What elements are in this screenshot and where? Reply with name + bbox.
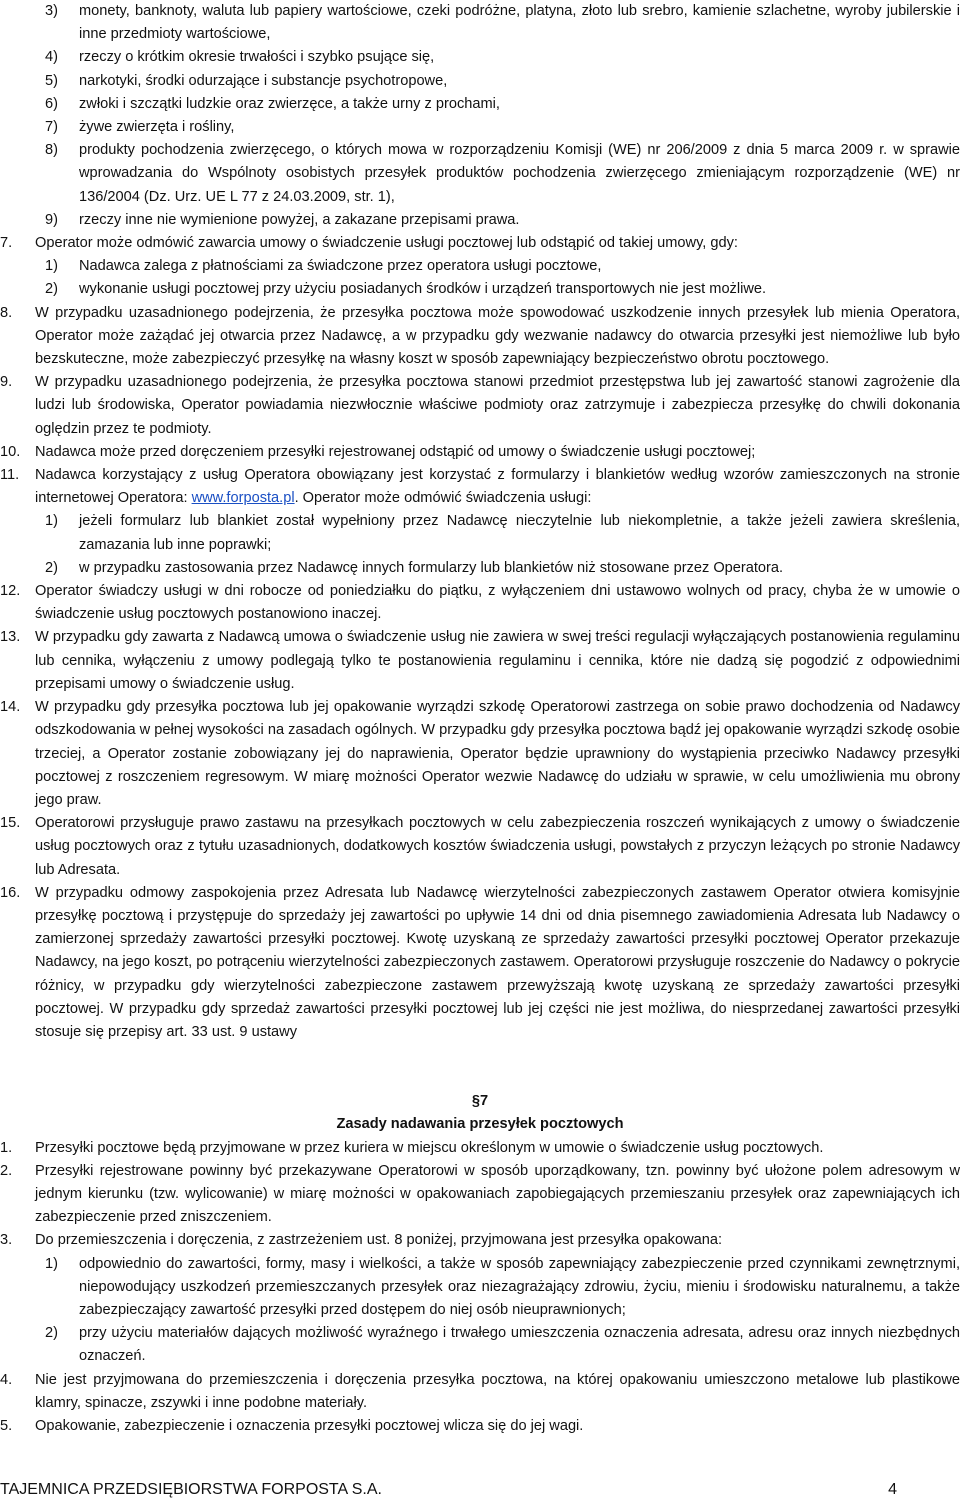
list-item (0, 1253, 960, 1323)
numbered-paragraph (0, 302, 960, 372)
list-text: odpowiednio do zawartości, formy, masy i wielkości, a także w sposób zapewniający zabezpieczenie przed czynnikami zewnętrznymi, niepowodujący uszkodzeń przemieszczanych przesyłek oraz niezagrażający zdrowiu, życiu, mieniu i środowisku naturalnemu, a także zabezpieczający zawartość przesyłki przed dostępem do niej osób nieuprawnionych; (79, 1255, 960, 1318)
paragraph-number: 7. (0, 235, 13, 252)
list-text: żywe zwierzęta i rośliny, (79, 119, 235, 136)
list-number: 1) (45, 513, 58, 530)
paragraph-number: 4. (0, 1371, 13, 1388)
list-text: narkotyki, środki odurzające i substancje psychotropowe, (79, 72, 448, 89)
numbered-paragraph (0, 441, 960, 464)
list-item (0, 139, 960, 209)
list-text: w przypadku zastosowania przez Nadawcę innych formularzy lub blankietów niż stosowane przez Operatora. (79, 559, 784, 576)
paragraph-number: 1. (0, 1139, 13, 1156)
list-item (0, 46, 960, 69)
paragraph-text: Nie jest przyjmowana do przemieszczenia i doręczenia przesyłka pocztowa, na której opakowaniu umieszczono metalowe lub plastikowe klamry, spinacze, zszywki i inne podobne materiały. (35, 1371, 960, 1411)
list-text: jeżeli formularz lub blankiet został wypełniony przez Nadawcę nieczytelnie lub niekompletnie, a także jeżeli zawiera skreślenia, zamazania lub inne poprawki; (79, 513, 960, 553)
paragraph-text: Przesyłki rejestrowane powinny być przekazywane Operatorowi w sposób uporządkowany, tzn. powinny być ułożone polem adresowym w jednym kierunku (tzw. wylicowanie) w miarę możności w opakowaniach zapobiegających przemieszaniu przesyłek oraz zapewniających ich zabezpieczenie przed zniszczeniem. (35, 1162, 960, 1226)
numbered-paragraph (0, 812, 960, 882)
list-number: 7) (45, 119, 58, 136)
list-number: 1) (45, 1255, 58, 1272)
paragraph-number: 15. (0, 815, 21, 832)
paragraph-text: Do przemieszczenia i doręczenia, z zastrzeżeniem ust. 8 poniżej, przyjmowana jest przesyłka opakowana: (35, 1232, 723, 1249)
paragraph-number: 12. (0, 583, 21, 600)
list-number: 8) (45, 142, 58, 159)
list-number: 1) (45, 258, 58, 275)
paragraph-number: 14. (0, 699, 21, 716)
list-number: 2) (45, 1325, 58, 1342)
list-number: 2) (45, 281, 58, 298)
paragraph-text-part: Nadawca korzystający z usług Operatora obowiązany jest korzystać z formularzy i blankietów według wzorów zamieszczonych na stronie internetowej Operatora: (35, 467, 960, 507)
numbered-paragraph (0, 626, 960, 696)
paragraph-number: 8. (0, 304, 13, 321)
paragraph-number: 5. (0, 1417, 13, 1434)
paragraph-text: W przypadku gdy zawarta z Nadawcą umowa o świadczenie usług nie zawiera w swej treści regulacji wyłączających postanowienia regulaminu lub cennika, wyłączeniu z umowy podlegają tylko te postanowienia regulaminu i cennika, które nie dadzą się pogodzić z odpowiednimi przepisami umowy o świadczenie usług. (35, 629, 960, 692)
list-text: rzeczy inne nie wymienione powyżej, a zakazane przepisami prawa. (79, 211, 520, 228)
paragraph-text: W przypadku uzasadnionego podejrzenia, że przesyłka pocztowa stanowi przedmiot przestępstwa lub jej zawartość stanowi zagrożenie dla ludzi lub środowiska, Operator powiadamia niezwłocznie właściwe podmioty oraz zatrzymuje i zabezpiecza przesyłkę do chwili dokonania oględzin przez te podmioty. (35, 374, 960, 437)
numbered-paragraph (0, 1229, 960, 1252)
list-item (0, 93, 960, 116)
list-item (0, 1322, 960, 1368)
paragraph-number: 11. (0, 467, 20, 484)
paragraph-text: Operator świadczy usługi w dni robocze od poniedziałku do piątku, z wyłączeniem dni ustawowo wolnych od pracy, chyba że w umowie o świadczenie usług pocztowych postanowiono inaczej. (35, 583, 960, 623)
list-number: 3) (45, 3, 58, 19)
numbered-paragraph (0, 371, 960, 441)
list-item (0, 278, 960, 301)
paragraph-number: 10. (0, 443, 21, 460)
paragraph-number: 9. (0, 374, 13, 391)
numbered-paragraph (0, 580, 960, 626)
list-text: zwłoki i szczątki ludzkie oraz zwierzęce, a także urny z prochami, (79, 95, 500, 112)
paragraph-number: 13. (0, 629, 21, 646)
page-number: 4 (888, 1481, 897, 1498)
list-number: 5) (45, 72, 58, 89)
list-number: 6) (45, 95, 58, 112)
paragraph-text-part: . Operator może odmówić świadczenia usługi: (294, 490, 592, 507)
paragraph-text: Operatorowi przysługuje prawo zastawu na przesyłkach pocztowych w celu zabezpieczenia roszczeń wynikających z umowy o świadczenie usług pocztowych oraz z tytułu uzasadnionych, dodatkowych kosztów świadczenia usługi, powstałych z przyczyn leżących po stronie Nadawcy lub Adresata. (35, 815, 960, 878)
list-text: Nadawca zalega z płatnościami za świadczone przez operatora usługi pocztowe, (79, 258, 602, 275)
numbered-paragraph (0, 1137, 960, 1160)
paragraph-text: W przypadku uzasadnionego podejrzenia, że przesyłka pocztowa może spowodować uszkodzenie innych przesyłek lub mienia Operatora, Operator może zażądać jej otwarcia przez Nadawcę, a w przypadku gdy wezwanie nadawcy do otwarcia przesyłki jest niemożliwe lub było bezskuteczne, może zabezpieczyć przesyłkę na własny koszt w sposób zapewniający bezpieczeństwo obrotu pocztowego. (35, 304, 960, 368)
forposta-website-link[interactable]: www.forposta.pl (191, 490, 295, 507)
list-item (0, 255, 960, 278)
paragraph-number: 3. (0, 1232, 13, 1249)
paragraph-text: Nadawca może przed doręczeniem przesyłki rejestrowanej odstąpić od umowy o świadczenie usługi pocztowej; (35, 443, 756, 460)
numbered-paragraph (0, 696, 960, 812)
list-text: rzeczy o krótkim okresie trwałości i szybko psujące się, (79, 49, 435, 66)
numbered-paragraph (0, 464, 960, 510)
list-item (0, 510, 960, 556)
numbered-paragraph (0, 1369, 960, 1415)
list-number: 4) (45, 49, 58, 66)
list-item (0, 70, 960, 93)
section-spacer (0, 1044, 960, 1090)
footer-company-text: TAJEMNICA PRZEDSIĘBIORSTWA FORPOSTA S.A. (0, 1481, 382, 1498)
numbered-paragraph (0, 1415, 960, 1438)
numbered-paragraph (0, 882, 960, 1044)
list-text: przy użyciu materiałów dających możliwość wyraźnego i trwałego umieszczenia oznaczenia adresata, adresu oraz innych niezbędnych oznaczeń. (79, 1325, 960, 1365)
list-item (0, 557, 960, 580)
list-number: 2) (45, 559, 58, 576)
list-number: 9) (45, 211, 58, 228)
paragraph-text: Przesyłki pocztowe będą przyjmowane w przez kuriera w miejscu określonym w umowie o świadczenie usług pocztowych. (35, 1139, 824, 1156)
list-item (0, 116, 960, 139)
section-title: Zasady nadawania przesyłek pocztowych (336, 1116, 624, 1133)
list-text: produkty pochodzenia zwierzęcego, o których mowa w rozporządzeniu Komisji (WE) nr 206/2009 z dnia 5 marca 2009 r. w sprawie wprowadzania do Wspólnoty osobistych przesyłek produktów pochodzenia zwierzęcego zmieniającym rozporządzenie (WE) nr 136/2004 (Dz. Urz. UE L 77 z 24.03.2009, str. 1), (79, 142, 960, 205)
paragraph-text: Operator może odmówić zawarcia umowy o świadczenie usługi pocztowej lub odstąpić od takiej umowy, gdy: (35, 235, 738, 252)
paragraph-text: W przypadku gdy przesyłka pocztowa lub jej opakowanie wyrządzi szkodę Operatorowi zastrzega on sobie prawo dochodzenia od Nadawcy odszkodowania w pełnej wysokości na zasadach ogólnych. W przypadku gdy przesyłka pocztowa bądź jej opakowanie wyrządzi szkodę osobie trzeciej, a Operator zostanie zobowiązany jej do naprawienia, Operator będzie uprawniony do wystąpienia przeciwko Nadawcy przesyłki pocztowej z roszczeniem regresowym. W miarę możności Operator wezwie Nadawcę do udziału w sprawie, w celu umożliwienia mu obrony jego praw. (35, 699, 960, 808)
section-number: §7 (471, 1093, 489, 1110)
list-item (0, 209, 960, 232)
numbered-paragraph (0, 232, 960, 255)
paragraph-number: 16. (0, 884, 21, 901)
list-item (0, 0, 960, 46)
list-text: monety, banknoty, waluta lub papiery wartościowe, czeki podróżne, platyna, złoto lub srebro, kamienie szlachetne, wyroby jubilerskie i inne przedmioty wartościowe, (79, 3, 960, 43)
paragraph-number: 2. (0, 1162, 13, 1179)
page-footer (0, 1480, 960, 1500)
paragraph-text: W przypadku odmowy zaspokojenia przez Adresata lub Nadawcę wierzytelności zabezpieczonych zastawem Operator otwiera komisyjnie przesyłkę pocztową i przystępuje do sprzedaży jej zawartości po upływie 14 dni od dnia pisemnego zawiadomienia Adresata lub Nadawcy o zamierzonej sprzedaży zawartości przesyłki pocztowej. Kwotę uzyskaną ze sprzedaży zawartości przesyłki pocztowej Operator przekazuje Nadawcy, na jego koszt, po potrąceniu wierzytelności zabezpieczonych zastawem. Operatorowi przysługuje roszczenie do Nadawcy o pokrycie różnicy, w przypadku gdy wierzytelności zabezpieczone zastawem przewyższają kwotę uzyskaną ze sprzedaży zawartości przesyłki pocztowej. W przypadku gdy sprzedaż zawartości przesyłki pocztowej lub jej części nie jest możliwa, do niesprzedanej zawartości przesyłki stosuje się przepisy art. 33 ust. 9 ustawy (35, 884, 960, 1040)
list-text: wykonanie usługi pocztowej przy użyciu posiadanych środków i urządzeń transportowych nie jest możliwe. (79, 281, 767, 298)
paragraph-text: Opakowanie, zabezpieczenie i oznaczenia przesyłki pocztowej wlicza się do jej wagi. (35, 1417, 584, 1434)
numbered-paragraph (0, 1160, 960, 1230)
paragraph-text (35, 464, 960, 510)
